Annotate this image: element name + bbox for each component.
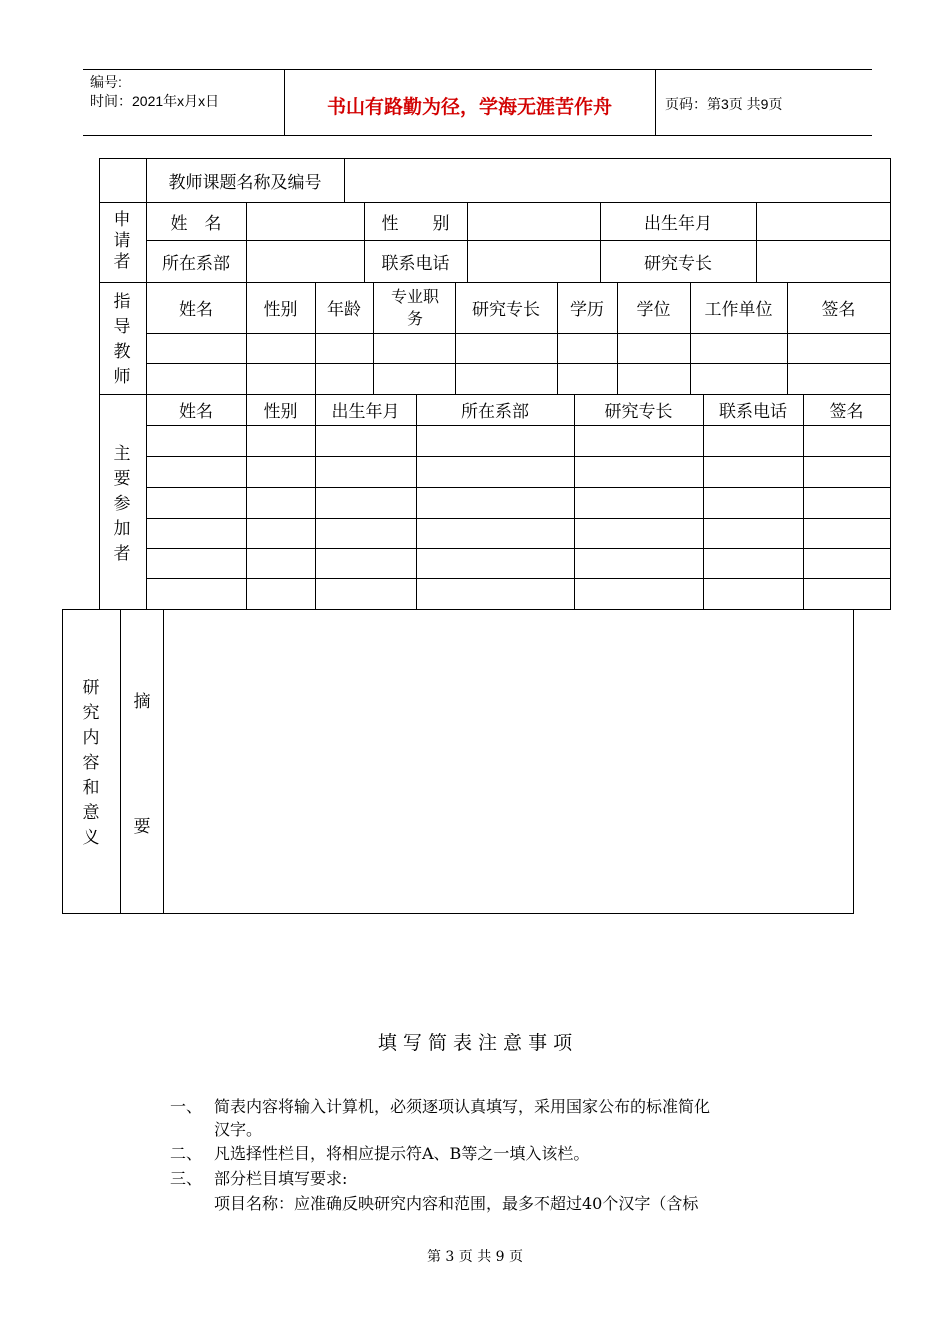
advisor-header-specialty: 研究专长 [472,300,540,320]
participant-section-label: 主要参加者 [113,444,131,564]
participant-header-gender: 性别 [263,402,298,422]
research-section-label: 研究内容和意义 [82,678,100,848]
participant-header-dept: 所在系部 [461,402,529,422]
participant-header-name: 姓名 [179,402,213,422]
applicant-specialty-field[interactable] [757,241,890,282]
applicant-name-field[interactable] [247,203,364,240]
document-date: 时间：2021年x月x日 [90,93,220,109]
participant-row-5[interactable] [147,549,890,578]
page-footer: 第 3 页 共 9 页 [426,1249,524,1265]
advisor-header-age: 年龄 [327,300,361,320]
applicant-dept-label: 所在系部 [162,253,230,274]
applicant-phone-field[interactable] [468,241,600,282]
advisor-row-1[interactable] [147,334,890,363]
participant-header-specialty: 研究专长 [604,402,673,422]
note-text-3b: 项目名称：应准确反映研究内容和范围，最多不超过40个汉字（含标 [214,1194,699,1213]
project-title-field[interactable] [345,159,890,202]
participant-row-4[interactable] [147,519,890,548]
page-code: 页码：第3页 共9页 [665,96,783,112]
applicant-birth-field[interactable] [757,203,890,240]
applicant-birth-label: 出生年月 [644,213,712,234]
note-num-3: 三、 [170,1169,203,1188]
note-num-1: 一、 [170,1097,203,1116]
participant-header-phone: 联系电话 [719,402,787,422]
applicant-name-label: 姓 名 [170,213,222,234]
note-text-1: 简表内容将输入计算机，必须逐项认真填写，采用国家公布的标准简化 [214,1097,711,1116]
participant-header-signature: 签名 [829,402,864,422]
applicant-gender-label: 性 别 [381,213,450,234]
advisor-header-gender: 性别 [263,300,298,320]
document-number-label: 编号: [90,74,122,90]
applicant-section-label: 申请者 [113,210,131,272]
note-num-2: 二、 [170,1144,203,1163]
advisor-header-workplace: 工作单位 [704,300,773,320]
advisor-row-2[interactable] [147,364,890,394]
participant-header-birth: 出生年月 [331,402,400,422]
advisor-header-degree: 学位 [636,300,671,320]
applicant-specialty-label: 研究专长 [644,253,712,274]
note-text-1b: 汉字。 [214,1120,263,1139]
applicant-phone-label: 联系电话 [381,253,450,274]
applicant-gender-field[interactable] [468,203,600,240]
advisor-header-name: 姓名 [179,300,213,320]
advisor-header-education: 学历 [570,300,604,320]
advisor-section-label: 指导教师 [113,292,131,387]
header-motto: 书山有路勤为径，学海无涯苦作舟 [326,96,612,118]
note-text-3: 部分栏目填写要求: [214,1169,348,1188]
advisor-header-title: 专业职务 [390,287,439,328]
abstract-label-bottom: 要 [133,817,151,837]
participant-row-6[interactable] [147,579,890,609]
note-text-2: 凡选择性栏目，将相应提示符A、B等之一填入该栏。 [214,1144,590,1163]
abstract-textarea[interactable] [164,610,853,913]
participant-row-3[interactable] [147,488,890,518]
participant-row-1[interactable] [147,426,890,456]
project-title-label: 教师课题名称及编号 [168,172,322,193]
advisor-header-signature: 签名 [821,300,856,320]
applicant-dept-field[interactable] [247,241,364,282]
participant-row-2[interactable] [147,457,890,487]
notes-title: 填 写 简 表 注 意 事 项 [377,1032,573,1054]
abstract-label-top: 摘 [133,692,151,712]
